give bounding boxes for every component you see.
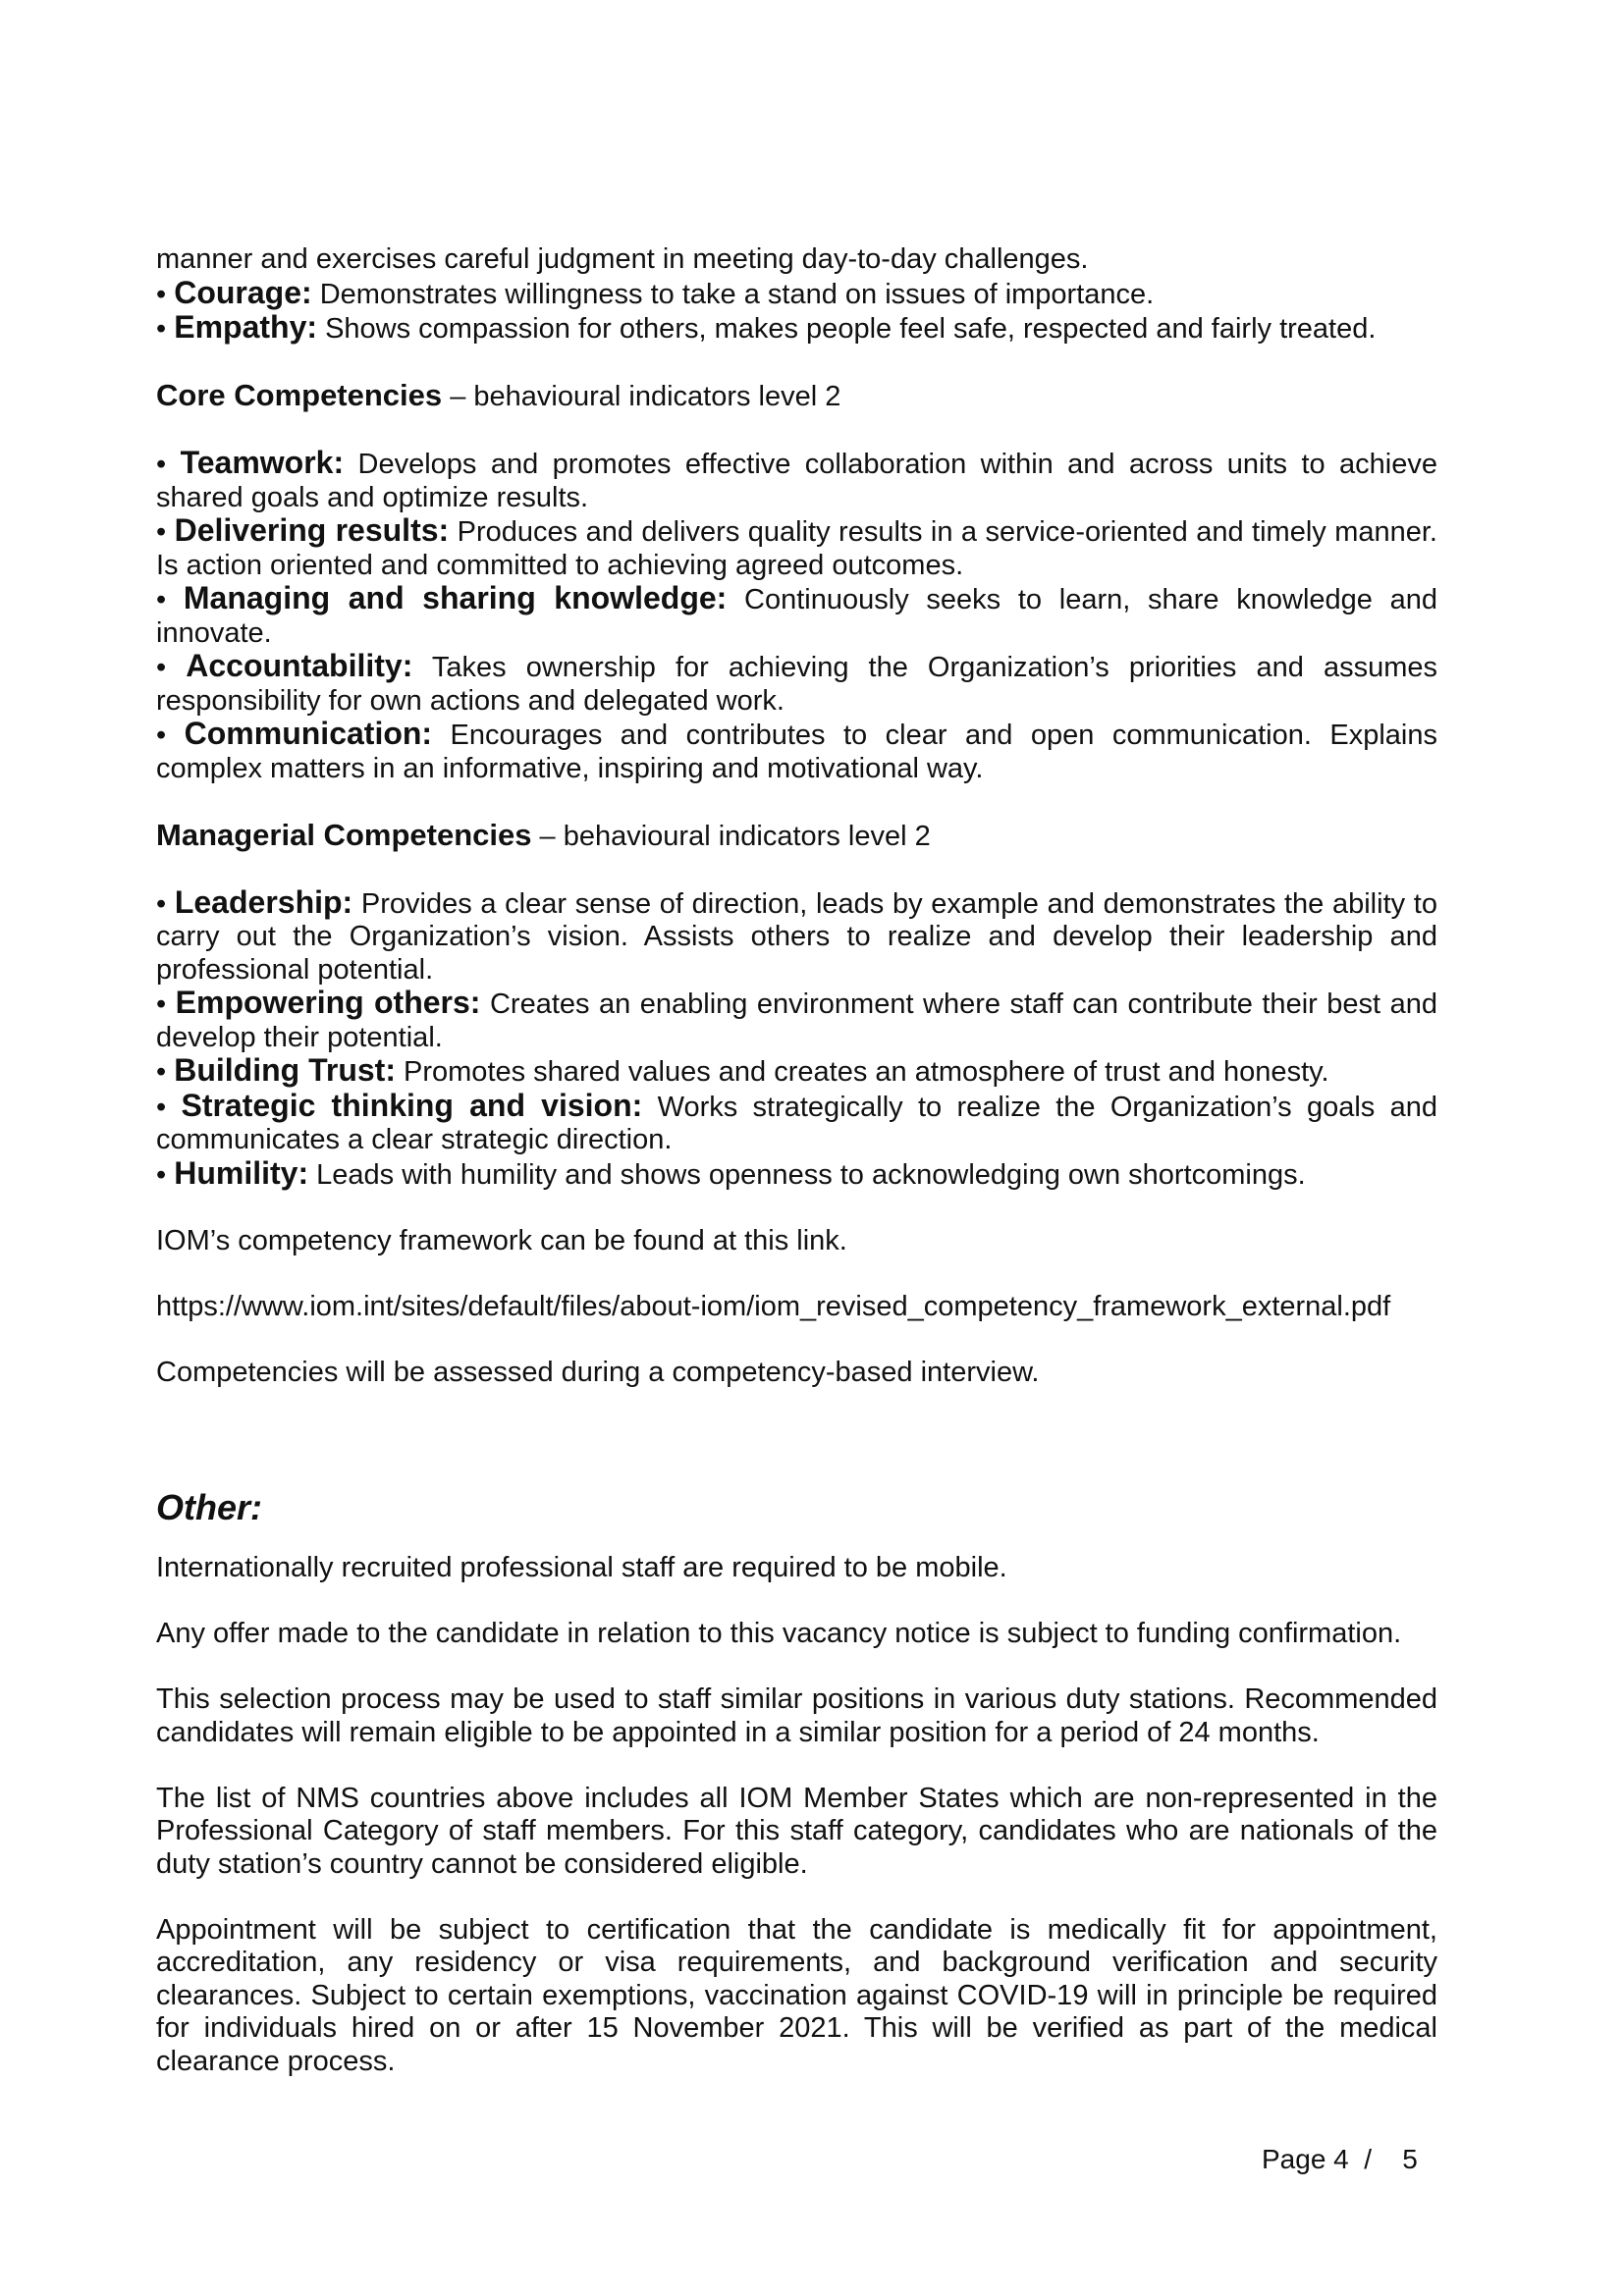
competency-item: • Building Trust: Promotes shared values and creates an atmosphere of trust and honesty. xyxy=(156,1052,1329,1088)
framework-intro: IOM’s competency framework can be found at this link. xyxy=(156,1224,847,1256)
page-number: Page 4 / 5 xyxy=(1262,2144,1418,2174)
other-paragraph: Internationally recruited professional staff are required to be mobile. xyxy=(156,1552,1007,1583)
competency-item: • Managing and sharing knowledge: Continuously seeks to learn, share knowledge and innovate. xyxy=(156,580,1438,649)
competency-item: • Empowering others: Creates an enabling environment where staff can contribute their best and develop their potential. xyxy=(156,985,1437,1053)
competency-item: • Strategic thinking and vision: Works strategically to realize the Organization’s goals and communicates a clear strategic direction. xyxy=(156,1087,1437,1155)
other-paragraph: Appointment will be subject to certification that the candidate is medically fit for appointment, accreditation, any residency or visa requirements, and background verification and security clearances. Subject to certain exemptions, vaccination against COVID-19 will in principle be required for individuals hired on or after 15 November 2021. This will be verified as part of the medical clearance process. xyxy=(156,1913,1437,2077)
competency-item: • Humility: Leads with humility and shows openness to acknowledging own shortcomings. xyxy=(156,1154,1306,1191)
core-competencies-heading: Core Competencies – behavioural indicators level 2 xyxy=(156,378,841,412)
value-courage: • Courage: Demonstrates willingness to take a stand on issues of importance. xyxy=(156,274,1155,310)
value-empathy: • Empathy: Shows compassion for others, makes people feel safe, respected and fairly treated. xyxy=(156,309,1377,345)
integrity-continuation: manner and exercises careful judgment in meeting day-to-day challenges. xyxy=(156,243,1089,275)
value-text: Demonstrates willingness to take a stand on issues of importance. xyxy=(311,278,1155,310)
value-text: Shows compassion for others, makes people feel safe, respected and fairly treated. xyxy=(317,313,1377,345)
other-section-title: Other: xyxy=(156,1487,262,1527)
managerial-competencies-heading: Managerial Competencies – behavioural indicators level 2 xyxy=(156,817,931,852)
other-paragraph: Any offer made to the candidate in relation to this vacancy notice is subject to funding confirmation. xyxy=(156,1618,1402,1649)
other-paragraph: This selection process may be used to staff similar positions in various duty stations. Recommended candidates will remain eligible to be appointed in a similar position for a period of 24 months. xyxy=(156,1683,1437,1748)
other-paragraph: The list of NMS countries above includes all IOM Member States which are non-represented in the Professional Category of staff members. For this staff category, candidates who are nationals of the duty station’s country cannot be considered eligible. xyxy=(156,1782,1437,1880)
assessment-note: Competencies will be assessed during a competency-based interview. xyxy=(156,1356,1040,1388)
document-page xyxy=(156,243,1437,2078)
competency-item: • Leadership: Provides a clear sense of direction, leads by example and demonstrates the ability to carry out the Organization’s vision. Assists others to realize and develop their leadership and professional potential. xyxy=(156,883,1437,986)
value-term: Empathy: xyxy=(174,309,318,345)
competency-item: • Teamwork: Develops and promotes effective collaboration within and across units to achieve shared goals and optimize results. xyxy=(156,445,1437,513)
competency-item: • Delivering results: Produces and delivers quality results in a service-oriented and timely manner. Is action oriented and committed to achieving agreed outcomes. xyxy=(156,512,1437,581)
value-term: Courage: xyxy=(174,274,312,310)
framework-link[interactable]: https://www.iom.int/sites/default/files/about-iom/iom_revised_competency_framework_external.pdf xyxy=(156,1290,1391,1322)
competency-item: • Accountability: Takes ownership for achieving the Organization’s priorities and assumes responsibility for own actions and delegated work. xyxy=(156,648,1437,717)
competency-item: • Communication: Encourages and contributes to clear and open communication. Explains complex matters in an informative, inspiring and motivational way. xyxy=(156,716,1437,784)
